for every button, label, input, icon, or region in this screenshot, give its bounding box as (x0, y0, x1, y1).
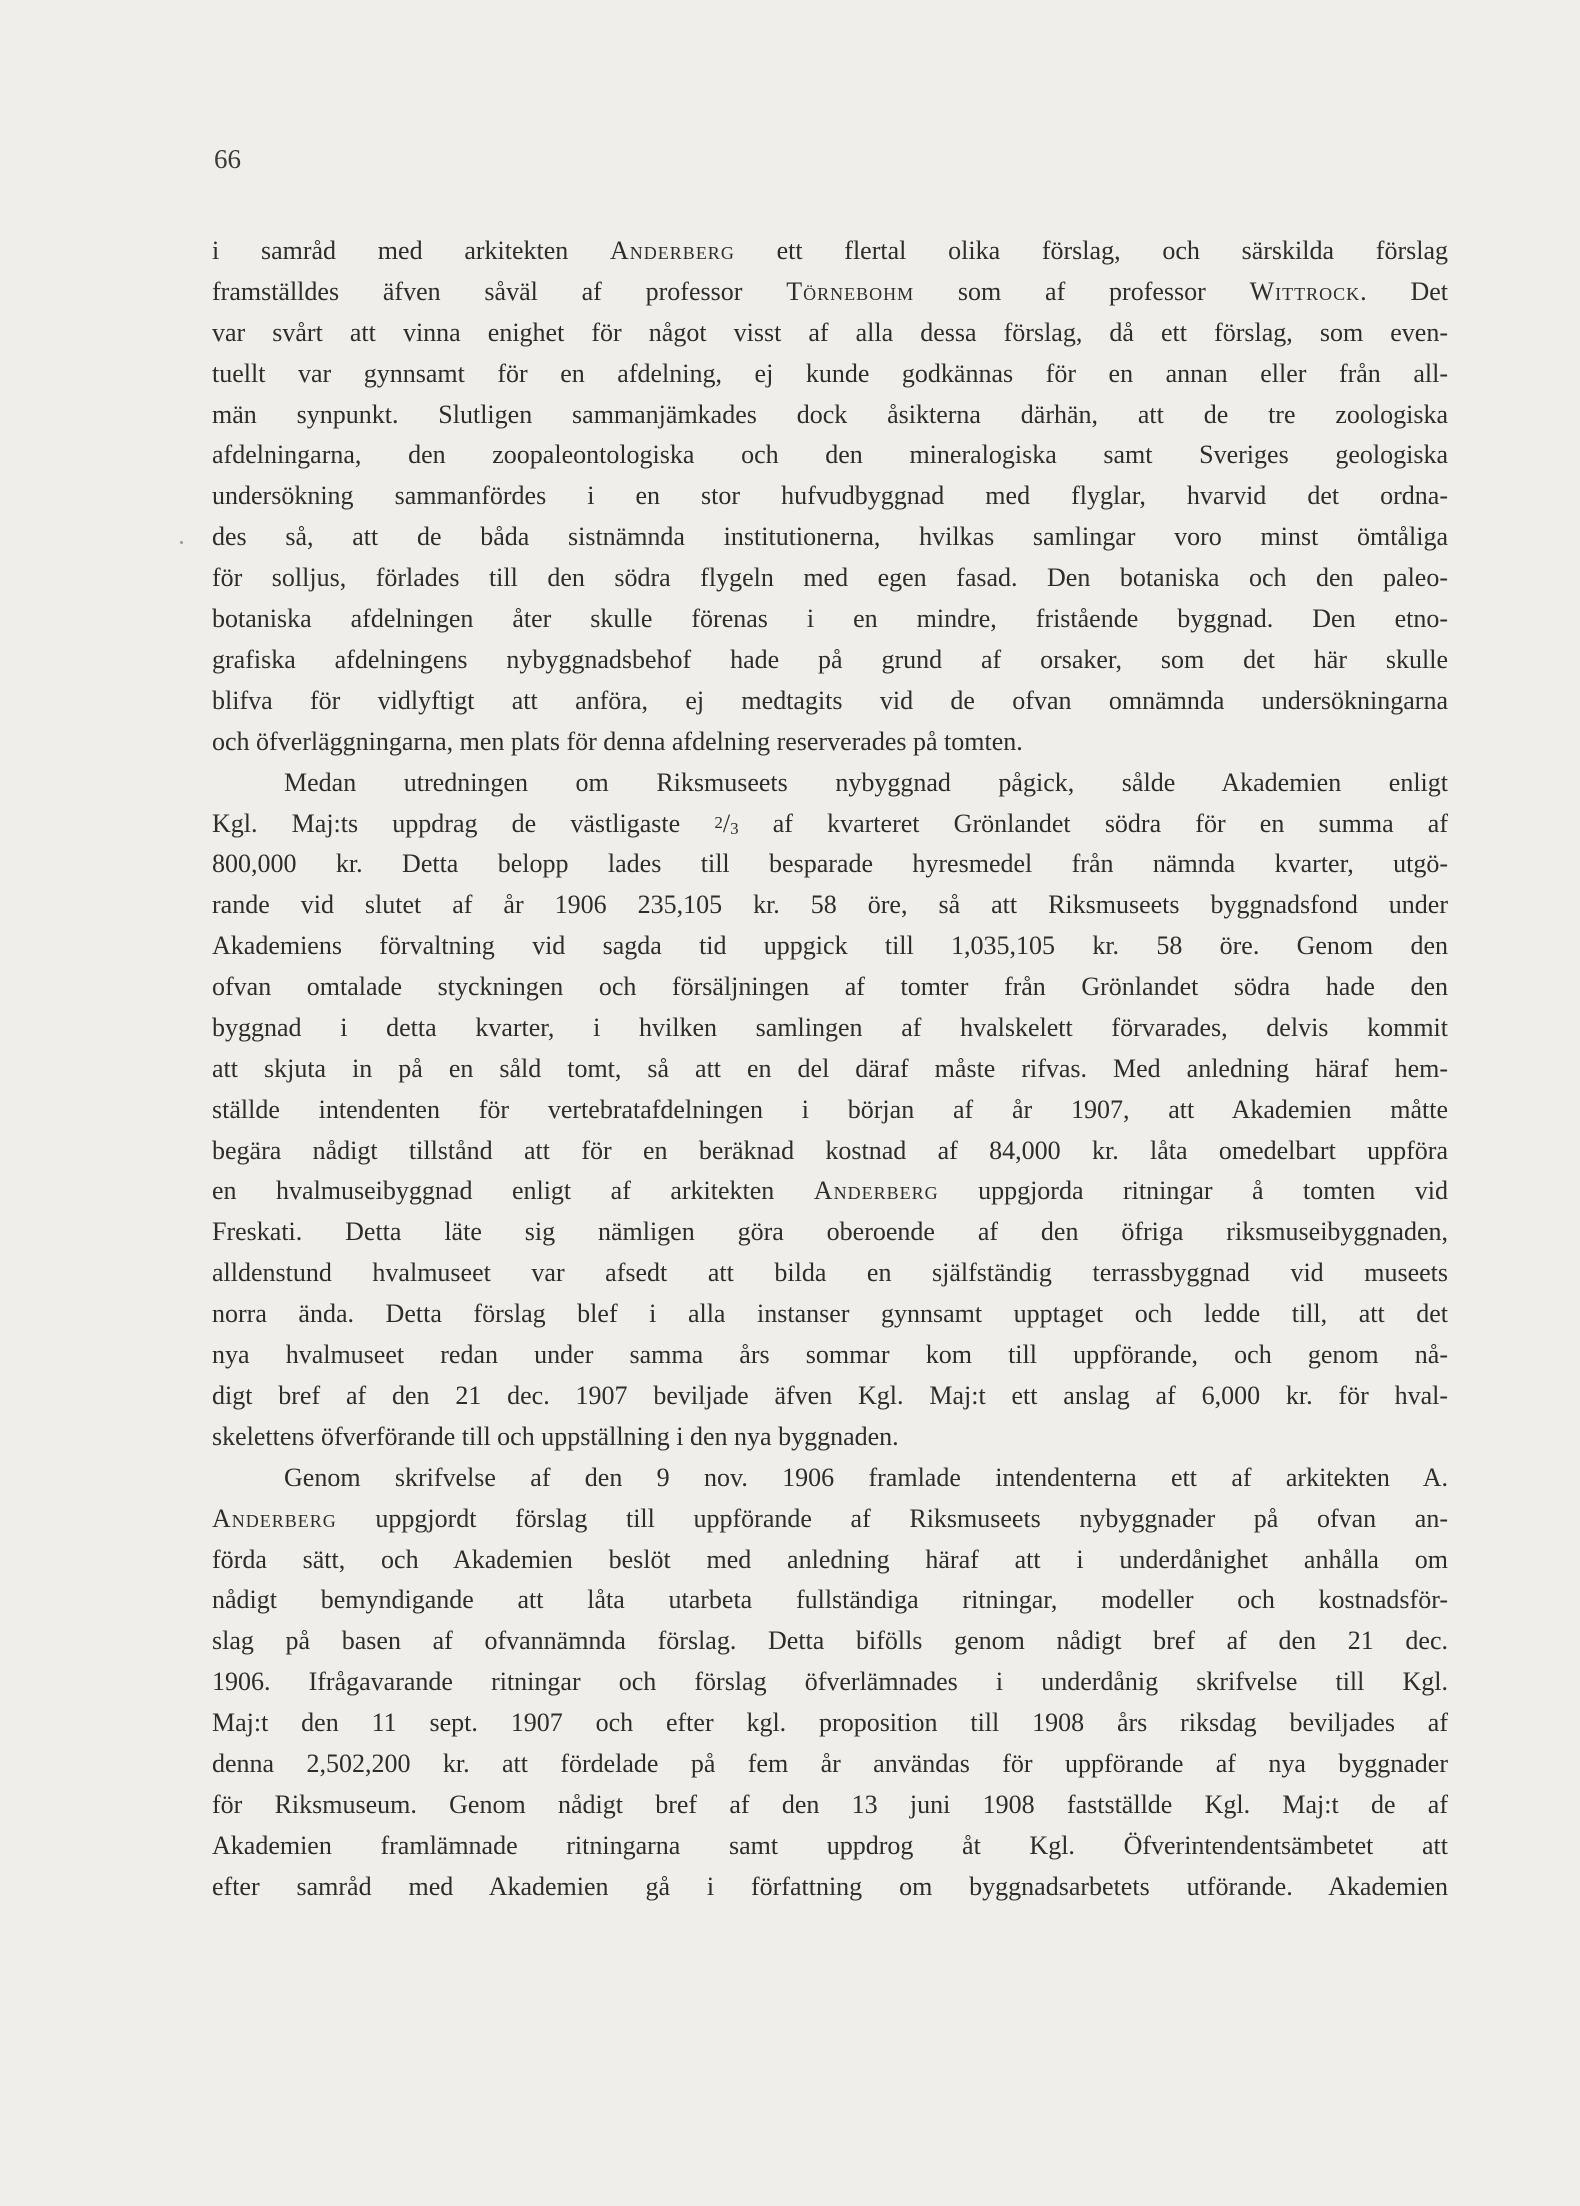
text-line: rande vid slutet af år 1906 235,105 kr. 58 öre, så att Riksmuseets byggnadsfond under (212, 890, 1448, 920)
text-line: nådigt bemyndigande att låta utarbeta fullständiga ritningar, modeller och kostnadsför- (212, 1585, 1448, 1615)
text-line: ställde intendenten för vertebratafdelningen i början af år 1907, att Akademien måtte (212, 1094, 1448, 1124)
text-line: slag på basen af ofvannämnda förslag. Detta bifölls genom nådigt bref af den 21 dec. (212, 1626, 1448, 1656)
text-line: män synpunkt. Slutligen sammanjämkades dock åsikterna därhän, att de tre zoologiska (212, 399, 1448, 429)
text-line: Medan utredningen om Riksmuseets nybyggnad pågick, sålde Akademien enligt (284, 767, 1448, 797)
text-line: Anderberg uppgjordt förslag till uppförande af Riksmuseets nybyggnader på ofvan an- (212, 1503, 1448, 1533)
text-line: för solljus, förlades till den södra flygeln med egen fasad. Den botaniska och den paleo- (212, 563, 1448, 593)
text-line: efter samråd med Akademien gå i författning om byggnadsarbetets utförande. Akademien (212, 1871, 1448, 1901)
text-line: nya hvalmuseet redan under samma års sommar kom till uppförande, och genom nå- (212, 1340, 1448, 1370)
name-tornebohm: Törnebohm (786, 276, 915, 306)
margin-mark (180, 541, 183, 544)
name-anderberg: Anderberg (212, 1503, 337, 1533)
text-line: framställdes äfven såväl af professor Törnebohm som af professor Wittrock. Det (212, 276, 1448, 306)
text-line: norra ända. Detta förslag blef i alla instanser gynnsamt upptaget och ledde till, att det (212, 1299, 1448, 1329)
text-line: att skjuta in på en såld tomt, så att en del däraf måste rifvas. Med anledning häraf hem- (212, 1053, 1448, 1083)
text-line: och öfverläggningarna, men plats för denna afdelning reserverades på tomten. (212, 726, 1023, 756)
text-line: byggnad i detta kvarter, i hvilken samlingen af hvalskelett förvarades, delvis kommit (212, 1012, 1448, 1042)
text-line: begära nådigt tillstånd att för en beräknad kostnad af 84,000 kr. låta omedelbart uppföra (212, 1135, 1448, 1165)
text-line: ofvan omtalade styckningen och försäljningen af tomter från Grönlandet södra hade den (212, 972, 1448, 1002)
text-line: skelettens öfverförande till och uppställning i den nya byggnaden. (212, 1421, 899, 1451)
text-line: Genom skrifvelse af den 9 nov. 1906 framlade intendenterna ett af arkitekten A. (284, 1462, 1448, 1492)
text-line: alldenstund hvalmuseet var afsedt att bilda en själfständig terrassbyggnad vid museets (212, 1258, 1448, 1288)
text-line: afdelningarna, den zoopaleontologiska och den mineralogiska samt Sveriges geologiska (212, 440, 1448, 470)
text-line: 800,000 kr. Detta belopp lades till besparade hyresmedel från nämnda kvarter, utgö- (212, 849, 1448, 879)
text-line: denna 2,502,200 kr. att fördelade på fem år användas för uppförande af nya byggnader (212, 1748, 1448, 1778)
text-line: i samråd med arkitekten Anderberg ett flertal olika förslag, och särskilda förslag (212, 236, 1448, 265)
text-line: grafiska afdelningens nybyggnadsbehof hade på grund af orsaker, som det här skulle (212, 644, 1448, 674)
text-line: 1906. Ifrågavarande ritningar och förslag öfverlämnades i underdånig skrifvelse till Kgl. (212, 1667, 1448, 1697)
text-line: blifva för vidlyftigt att anföra, ej medtagits vid de ofvan omnämnda undersökningarna (212, 685, 1448, 715)
text-line: des så, att de båda sistnämnda institutionerna, hvilkas samlingar voro minst ömtåliga (212, 522, 1448, 552)
page-number: 66 (214, 144, 241, 174)
text-line: för Riksmuseum. Genom nådigt bref af den 13 juni 1908 fastställde Kgl. Maj:t de af (212, 1789, 1448, 1819)
text-line: tuellt var gynnsamt för en afdelning, ej kunde godkännas för en annan eller från all- (212, 358, 1448, 388)
body-text (212, 231, 1448, 1908)
text-line: digt bref af den 21 dec. 1907 beviljade äfven Kgl. Maj:t ett anslag af 6,000 kr. för hval- (212, 1380, 1448, 1410)
name-anderberg: Anderberg (813, 1176, 939, 1206)
fraction-numerator: 2 (714, 813, 723, 833)
text-line: Kgl. Maj:ts uppdrag de västligaste 2/3 af kvarteret Grönlandet södra för en summa af (212, 809, 1448, 839)
text-line: botaniska afdelningen åter skulle förenas i en mindre, fristående byggnad. Den etno- (212, 604, 1448, 634)
text-line: Akademiens förvaltning vid sagda tid uppgick till 1,035,105 kr. 58 öre. Genom den (212, 931, 1448, 961)
text-line: undersökning sammanfördes i en stor hufvudbyggnad med flyglar, hvarvid det ordna- (212, 481, 1448, 511)
text-line: var svårt att vinna enighet för något visst af alla dessa förslag, då ett förslag, som even- (212, 317, 1448, 347)
text-line: Maj:t den 11 sept. 1907 och efter kgl. proposition till 1908 års riksdag beviljades af (212, 1708, 1448, 1738)
name-anderberg: Anderberg (610, 236, 735, 265)
fraction-denominator: 3 (730, 819, 739, 839)
text-line: Freskati. Detta läte sig nämligen göra oberoende af den öfriga riksmuseibyggnaden, (212, 1217, 1448, 1247)
text-line: Akademien framlämnade ritningarna samt uppdrog åt Kgl. Öfverintendentsämbetet att (212, 1830, 1448, 1860)
text-line: förda sätt, och Akademien beslöt med anledning häraf att i underdånighet anhålla om (212, 1544, 1448, 1574)
name-wittrock: Wittrock (1249, 276, 1361, 306)
text-line: en hvalmuseibyggnad enligt af arkitekten Anderberg uppgjorda ritningar å tomten vid (212, 1176, 1448, 1206)
